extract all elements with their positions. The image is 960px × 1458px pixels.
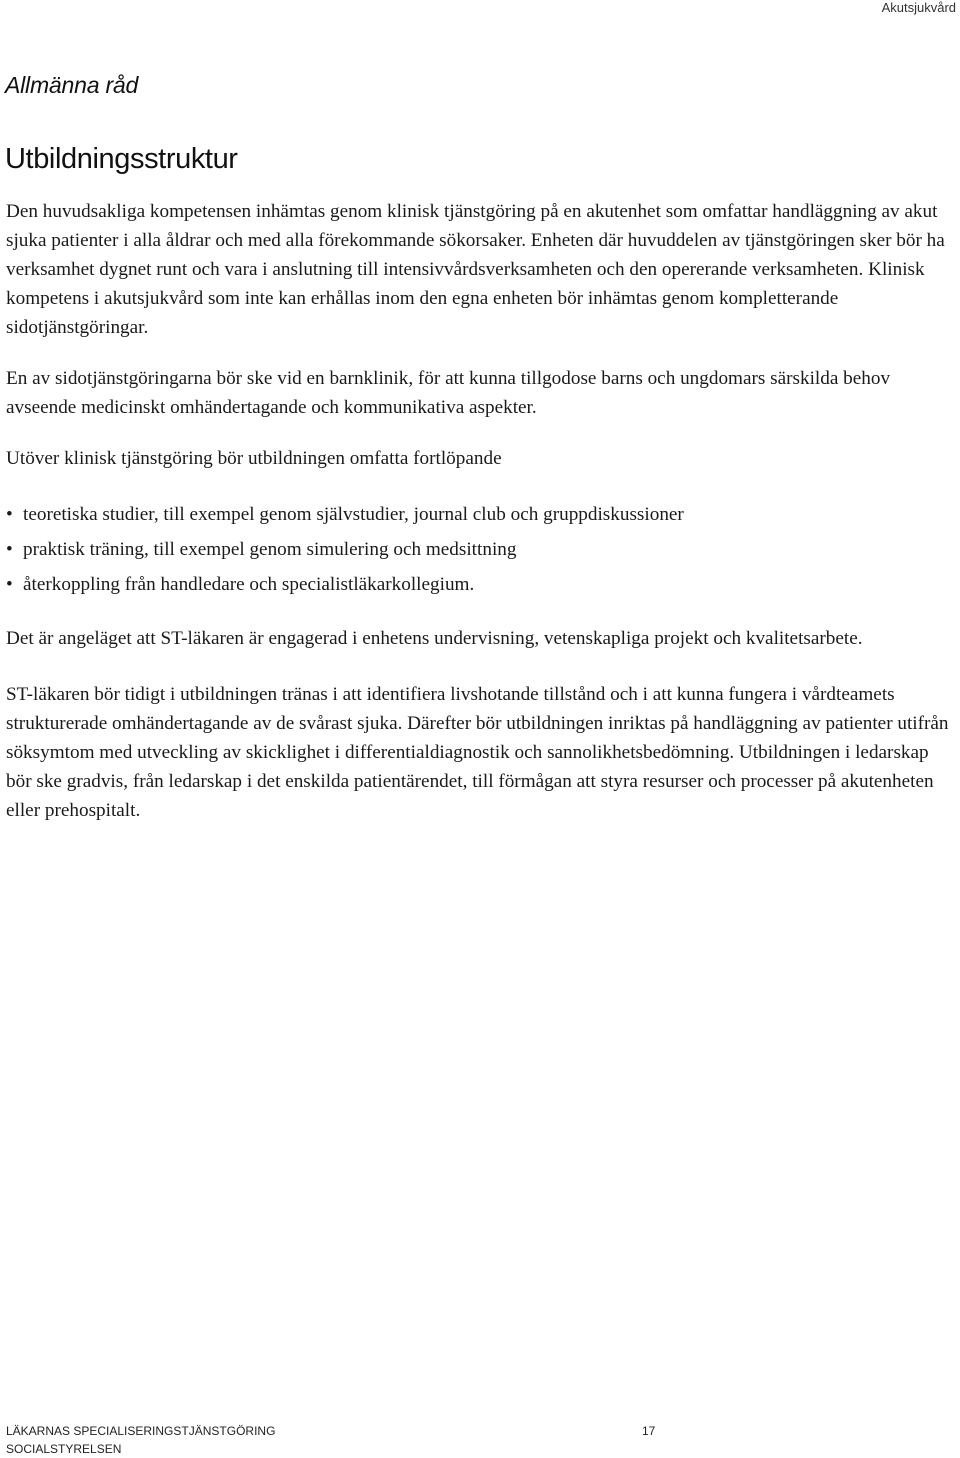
- paragraph-progression: ST-läkaren bör tidigt i utbildningen tränas i att identifiera livshotande tillstånd och i att kunna fungera i vårdteamets strukturerade omhändertagande av de svårast sjuka. Därefter bör utbildningen inriktas på handläggning av patienter utifrån söksymtom med utveckling av skicklighet i differentialdiagnostik och sannolikhetsbedömning. Utbildningen i ledarskap bör ske gradvis, från ledarskap i det enskilda patientärendet, till förmågan att styra resurser och processer på akutenheten eller prehospitalt.: [6, 684, 949, 821]
- footer-publisher: SOCIALSTYRELSEN: [6, 1442, 122, 1456]
- bullet-icon: •: [6, 504, 13, 525]
- list-item-text: praktisk träning, till exempel genom simulering och medsittning: [23, 539, 517, 560]
- list-item: [6, 500, 950, 529]
- footer-series-title: LÄKARNAS SPECIALISERINGSTJÄNSTGÖRING: [6, 1424, 276, 1438]
- paragraph-training-scope: Den huvudsakliga kompetensen inhämtas genom klinisk tjänstgöring på en akutenhet som omfattar handläggning av akut sjuka patienter i alla åldrar och med alla förekommande sökorsaker. Enheten där huvuddelen av tjänstgöringen sker bör ha verksamhet dygnet runt och vara i anslutning till intensivvårdsverksamheten och den opererande verksamheten. Klinisk kompetens i akutsjukvård som inte kan erhållas inom den egna enheten bör inhämtas genom kompletterande sidotjänstgöringar.: [6, 201, 945, 338]
- section-label: Allmänna råd: [5, 72, 139, 98]
- page-heading: Utbildningsstruktur: [5, 143, 238, 175]
- footer-publication: [6, 1422, 275, 1458]
- paragraph-ongoing-training-intro: Utöver klinisk tjänstgöring bör utbildningen omfatta fortlöpande: [6, 448, 502, 469]
- bullet-icon: •: [6, 539, 13, 560]
- document-body: [6, 197, 950, 825]
- running-header-title: Akutsjukvård: [881, 0, 956, 15]
- list-item-text: återkoppling från handledare och specialistläkarkollegium.: [23, 574, 475, 595]
- bullet-icon: •: [6, 574, 13, 595]
- list-item-text: teoretiska studier, till exempel genom självstudier, journal club och gruppdiskussioner: [23, 504, 684, 525]
- paragraph-pediatric-rotation: En av sidotjänstgöringarna bör ske vid en barnklinik, för att kunna tillgodose barns och ungdomars särskilda behov avseende medicinskt omhändertagande och kommunikativa aspekter.: [6, 368, 891, 418]
- list-item: [6, 570, 950, 599]
- paragraph-engagement: Det är angeläget att ST-läkaren är engagerad i enhetens undervisning, vetenskapliga projekt och kvalitetsarbete.: [6, 628, 863, 649]
- training-activities-list: [6, 500, 950, 599]
- page-number: 17: [642, 1424, 656, 1438]
- list-item: [6, 535, 950, 564]
